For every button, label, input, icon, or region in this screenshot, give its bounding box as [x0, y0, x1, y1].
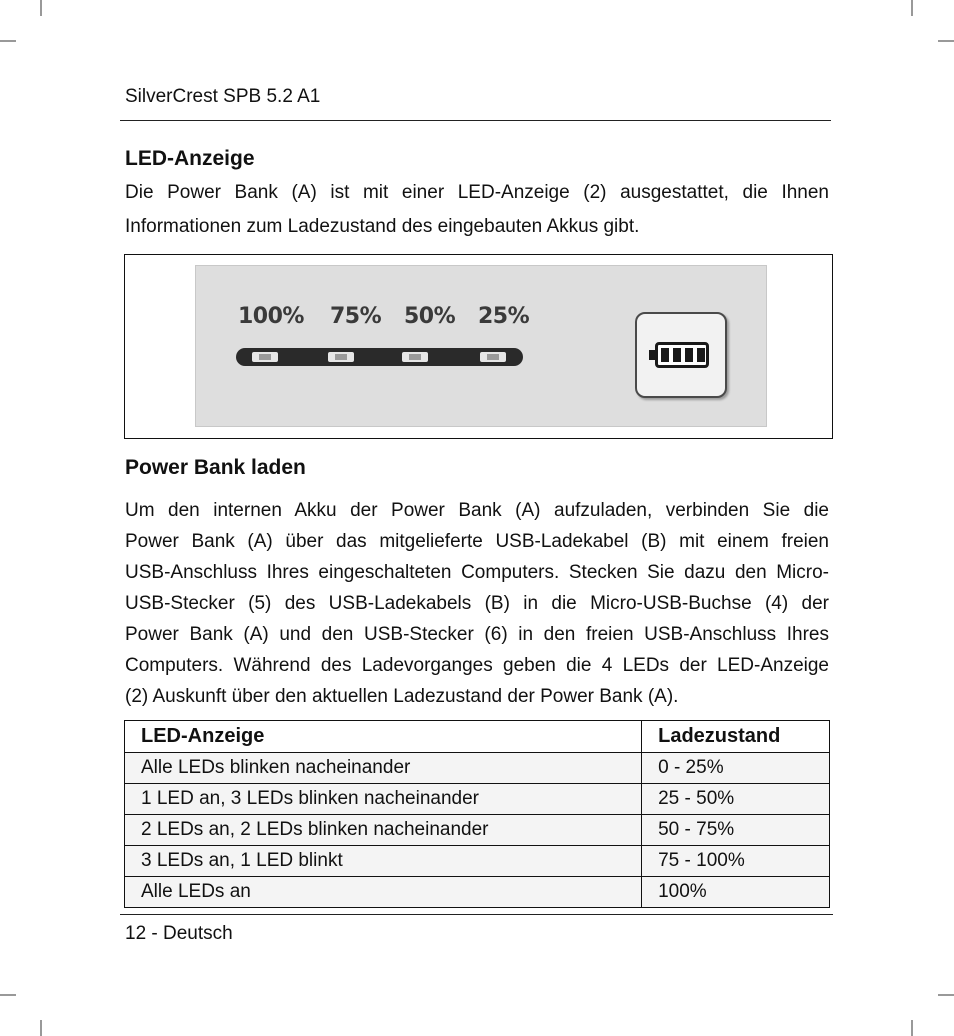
table-row [125, 753, 830, 784]
paragraph-line: Computers. Während des Ladevorganges geben die 4 LEDs der LED-Anzeige [125, 655, 829, 676]
table-cell: 1 LED an, 3 LEDs blinken nacheinander [125, 784, 642, 815]
battery-button [635, 312, 727, 398]
table-cell: 100% [642, 877, 830, 908]
paragraph-line: (2) Auskunft über den aktuellen Ladezustand der Power Bank (A). [125, 686, 679, 707]
led-icon [402, 352, 428, 362]
crop-mark [0, 994, 16, 996]
table-cell: Alle LEDs blinken nacheinander [125, 753, 642, 784]
crop-mark [40, 1020, 42, 1036]
table-cell: 0 - 25% [642, 753, 830, 784]
led-strip [236, 348, 523, 366]
table-row [125, 846, 830, 877]
battery-cell [661, 348, 669, 362]
heading-power-bank-laden: Power Bank laden [125, 456, 306, 479]
table-cell: 3 LEDs an, 1 LED blinkt [125, 846, 642, 877]
battery-cell [673, 348, 681, 362]
crop-mark [0, 40, 16, 42]
crop-mark [938, 40, 954, 42]
crop-mark [938, 994, 954, 996]
paragraph-line: Um den internen Akku der Power Bank (A) aufzuladen, verbinden Sie die [125, 500, 829, 521]
table-row [125, 815, 830, 846]
running-header: SilverCrest SPB 5.2 A1 [125, 86, 321, 107]
power-bank-panel [195, 265, 767, 427]
table-cell: Alle LEDs an [125, 877, 642, 908]
label-50: 50% [404, 304, 456, 329]
table-header-row [125, 721, 830, 753]
label-25: 25% [478, 304, 530, 329]
led-icon [480, 352, 506, 362]
paragraph-line: Informationen zum Ladezustand des eingebauten Akkus gibt. [125, 216, 640, 237]
header-divider [120, 120, 831, 121]
label-75: 75% [330, 304, 382, 329]
crop-mark [911, 1020, 913, 1036]
battery-cell [697, 348, 705, 362]
table-cell: 75 - 100% [642, 846, 830, 877]
table-cell: 2 LEDs an, 2 LEDs blinken nacheinander [125, 815, 642, 846]
crop-mark [911, 0, 913, 16]
column-header: LED-Anzeige [125, 721, 642, 753]
label-100: 100% [238, 304, 304, 329]
paragraph-line: USB-Anschluss Ihres eingeschalteten Computers. Stecken Sie dazu den Micro- [125, 562, 829, 583]
table-row [125, 877, 830, 908]
page-number: 12 - Deutsch [125, 923, 233, 944]
battery-icon [655, 342, 709, 368]
table-cell: 25 - 50% [642, 784, 830, 815]
heading-led-anzeige: LED-Anzeige [125, 147, 255, 170]
led-figure [124, 254, 833, 439]
crop-mark [40, 0, 42, 16]
charge-status-table [124, 720, 830, 908]
paragraph-line: Power Bank (A) über das mitgelieferte USB-Ladekabel (B) mit einem freien [125, 531, 829, 552]
battery-cell [685, 348, 693, 362]
paragraph-line: Power Bank (A) und den USB-Stecker (6) in den freien USB-Anschluss Ihres [125, 624, 829, 645]
paragraph-line: USB-Stecker (5) des USB-Ladekabels (B) in die Micro-USB-Buchse (4) der [125, 593, 829, 614]
table-cell: 50 - 75% [642, 815, 830, 846]
column-header: Ladezustand [642, 721, 830, 753]
table-row [125, 784, 830, 815]
led-icon [328, 352, 354, 362]
paragraph-line: Die Power Bank (A) ist mit einer LED-Anzeige (2) ausgestattet, die Ihnen [125, 182, 829, 203]
footer-divider [120, 914, 833, 915]
led-icon [252, 352, 278, 362]
